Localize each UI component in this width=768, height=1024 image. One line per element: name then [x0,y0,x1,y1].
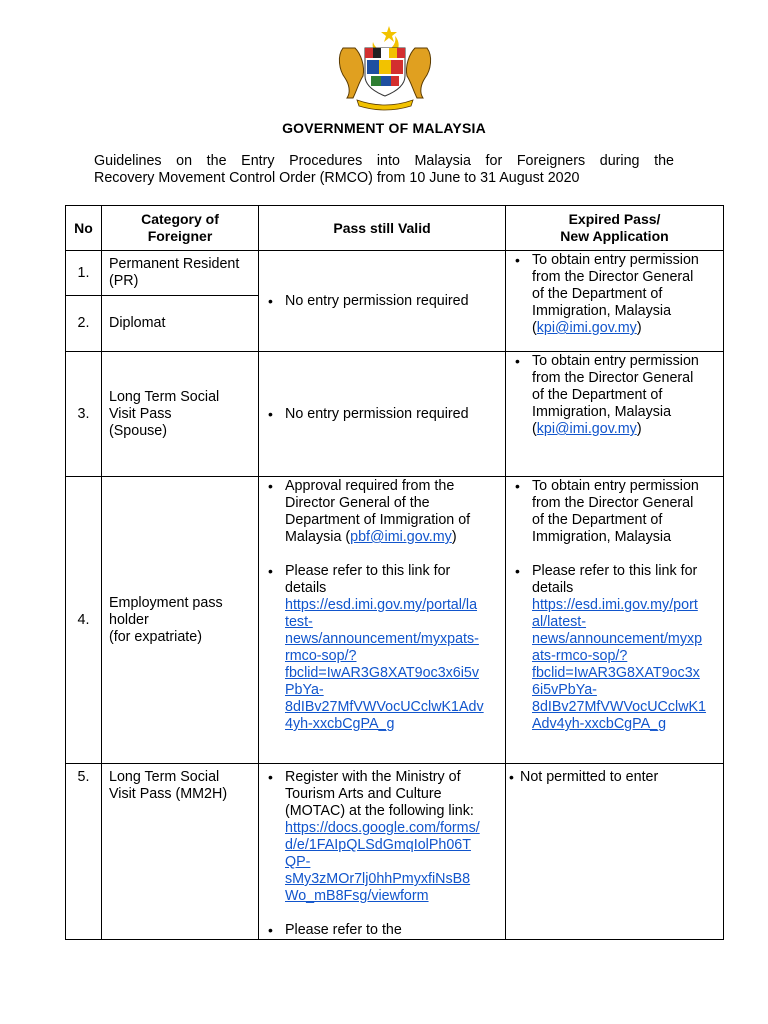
category-line: Visit Pass [109,405,172,422]
pass-valid-cell [259,352,506,477]
link-line: 8dIBv27MfVWVocUCclwK1Adv [285,699,484,715]
text-line: of the Department of [532,286,663,302]
text-line: • Register with the Ministry of [285,769,461,785]
row-category [102,764,259,940]
category-line: holder [109,611,149,628]
bullet-item: • Not permitted to enter [506,769,723,786]
paren: ) [451,529,457,545]
pass-valid-cell [259,764,506,940]
motac-registration-link[interactable] [285,820,501,905]
header-expired-line: Expired Pass/ [568,211,661,227]
link-line: news/announcement/myxp [532,631,703,647]
link-line: fbclid=IwAR3G8XAT9oc3x [532,665,700,681]
pbf-email-link[interactable]: pbf@imi.gov.my [350,529,452,545]
link-line: PbYa- [285,682,324,698]
link-line: ats-rmco-sop/? [532,648,628,664]
email-line [532,421,719,438]
category-line: Employment pass [109,594,223,611]
bullet-item [259,478,501,546]
bullet-item [506,252,719,337]
table-header-row [66,206,724,251]
myxpats-sop-link[interactable] [285,597,501,733]
table-row [66,352,724,477]
coat-of-arms-emblem [333,22,437,112]
text-line: details [285,580,327,596]
text-line: (MOTAC) at the following link: [285,803,474,819]
table-row [66,477,724,764]
header-no: No [66,206,102,251]
row-number: 2. [66,296,102,352]
text-line: Immigration, Malaysia [532,303,672,319]
row-number: 1. [66,251,102,296]
link-line: 6i5vPbYa- [532,682,597,698]
text-line: Immigration, Malaysia [532,404,672,420]
header-pass-valid: Pass still Valid [259,206,506,251]
link-line: 4yh-xxcbCgPA_g [285,716,395,732]
link-line: test- [285,614,313,630]
document-title: GOVERNMENT OF MALAYSIA [282,120,486,136]
text-line: • To obtain entry permission [532,478,699,494]
link-line: Adv4yh-xxcbCgPA_g [532,716,667,732]
category-line: Visit Pass (MM2H) [109,786,228,802]
header-category [102,206,259,251]
bullet-item: • No entry permission required [259,406,505,423]
text-fragment: Malaysia ( [285,529,351,545]
expired-cell [506,477,724,764]
intro-line: Recovery Movement Control Order (RMCO) from 10 June to 31 August 2020 [94,170,580,186]
row-category [102,477,259,764]
link-line: 8dIBv27MfVWVocUCclwK1 [532,699,707,715]
paren: ( [532,421,537,437]
expired-cell [506,352,724,477]
text-line: Tourism Arts and Culture [285,786,442,802]
text-line: from the Director General [532,370,694,386]
category-line: (for expatriate) [109,628,202,645]
bullet-item: • No entry permission required [259,293,505,310]
row-category: Diplomat [102,296,259,352]
category-line: Long Term Social [109,769,220,785]
intro-line: Guidelines on the Entry Procedures into Malaysia for Foreigners during the [94,153,674,169]
pass-valid-cell [259,477,506,764]
expired-cell [506,764,724,940]
table-row [66,764,724,940]
bullet-item [259,563,501,733]
text-line: • To obtain entry permission [532,252,699,268]
text-line: • Approval required from the [285,478,455,494]
text-line: details [532,580,574,596]
text-line: from the Director General [532,269,694,285]
category-line: (Spouse) [109,422,168,439]
category-line: Long Term Social [109,388,220,405]
text-line: Immigration, Malaysia [532,529,672,545]
header-category-line: Category of [141,211,219,227]
text-line: Department of Immigration of [285,512,471,528]
link-line: https://docs.google.com/forms/ [285,820,480,836]
intro-paragraph [94,153,674,187]
text-line: • Please refer to this link for [285,563,451,579]
link-line: news/announcement/myxpats- [285,631,479,647]
link-line: rmco-sop/? [285,648,357,664]
paren: ) [636,320,642,336]
text-line: of the Department of [532,387,663,403]
link-line: al/latest- [532,614,587,630]
myxpats-sop-link[interactable] [532,597,719,733]
link-line: fbclid=IwAR3G8XAT9oc3x6i5v [285,665,480,681]
pass-valid-cell [259,251,506,352]
bullet-item [506,563,719,733]
bullet-item [506,353,719,438]
link-line: QP- [285,854,311,870]
link-line: sMy3zMOr7lj0hhPmyxfiNsB8 [285,871,471,887]
row-category [102,352,259,477]
header-expired-line: New Application [560,228,669,244]
bullet-item: • Please refer to the [259,922,501,939]
header-category-line: Foreigner [147,228,213,244]
expired-cell [506,251,724,352]
text-line: • Please refer to this link for [532,563,698,579]
email-line [532,320,719,337]
table-row [66,251,724,296]
row-number: 5. [66,764,102,940]
link-line: https://esd.imi.gov.my/port [532,597,698,613]
text-line: of the Department of [532,512,663,528]
header-expired [506,206,724,251]
category-line: Permanent Resident [109,256,240,272]
row-category [102,251,259,296]
category-line: (PR) [109,273,139,289]
bullet-item [506,478,719,546]
link-line: d/e/1FAIpQLSdGmqIolPh06T [285,837,471,853]
bullet-item [259,769,501,905]
text-line: Director General of the [285,495,430,511]
text-line: from the Director General [532,495,694,511]
text-line: • To obtain entry permission [532,353,699,369]
link-line: Wo_mB8Fsg/viewform [285,888,429,904]
paren: ( [532,320,537,336]
kpi-email-link[interactable]: kpi@imi.gov.my [536,320,637,336]
paren: ) [636,421,642,437]
link-line: https://esd.imi.gov.my/portal/la [285,597,478,613]
entry-guidelines-table [65,205,724,940]
row-number: 4. [66,477,102,764]
email-line [285,529,501,546]
kpi-email-link[interactable]: kpi@imi.gov.my [536,421,637,437]
row-number: 3. [66,352,102,477]
